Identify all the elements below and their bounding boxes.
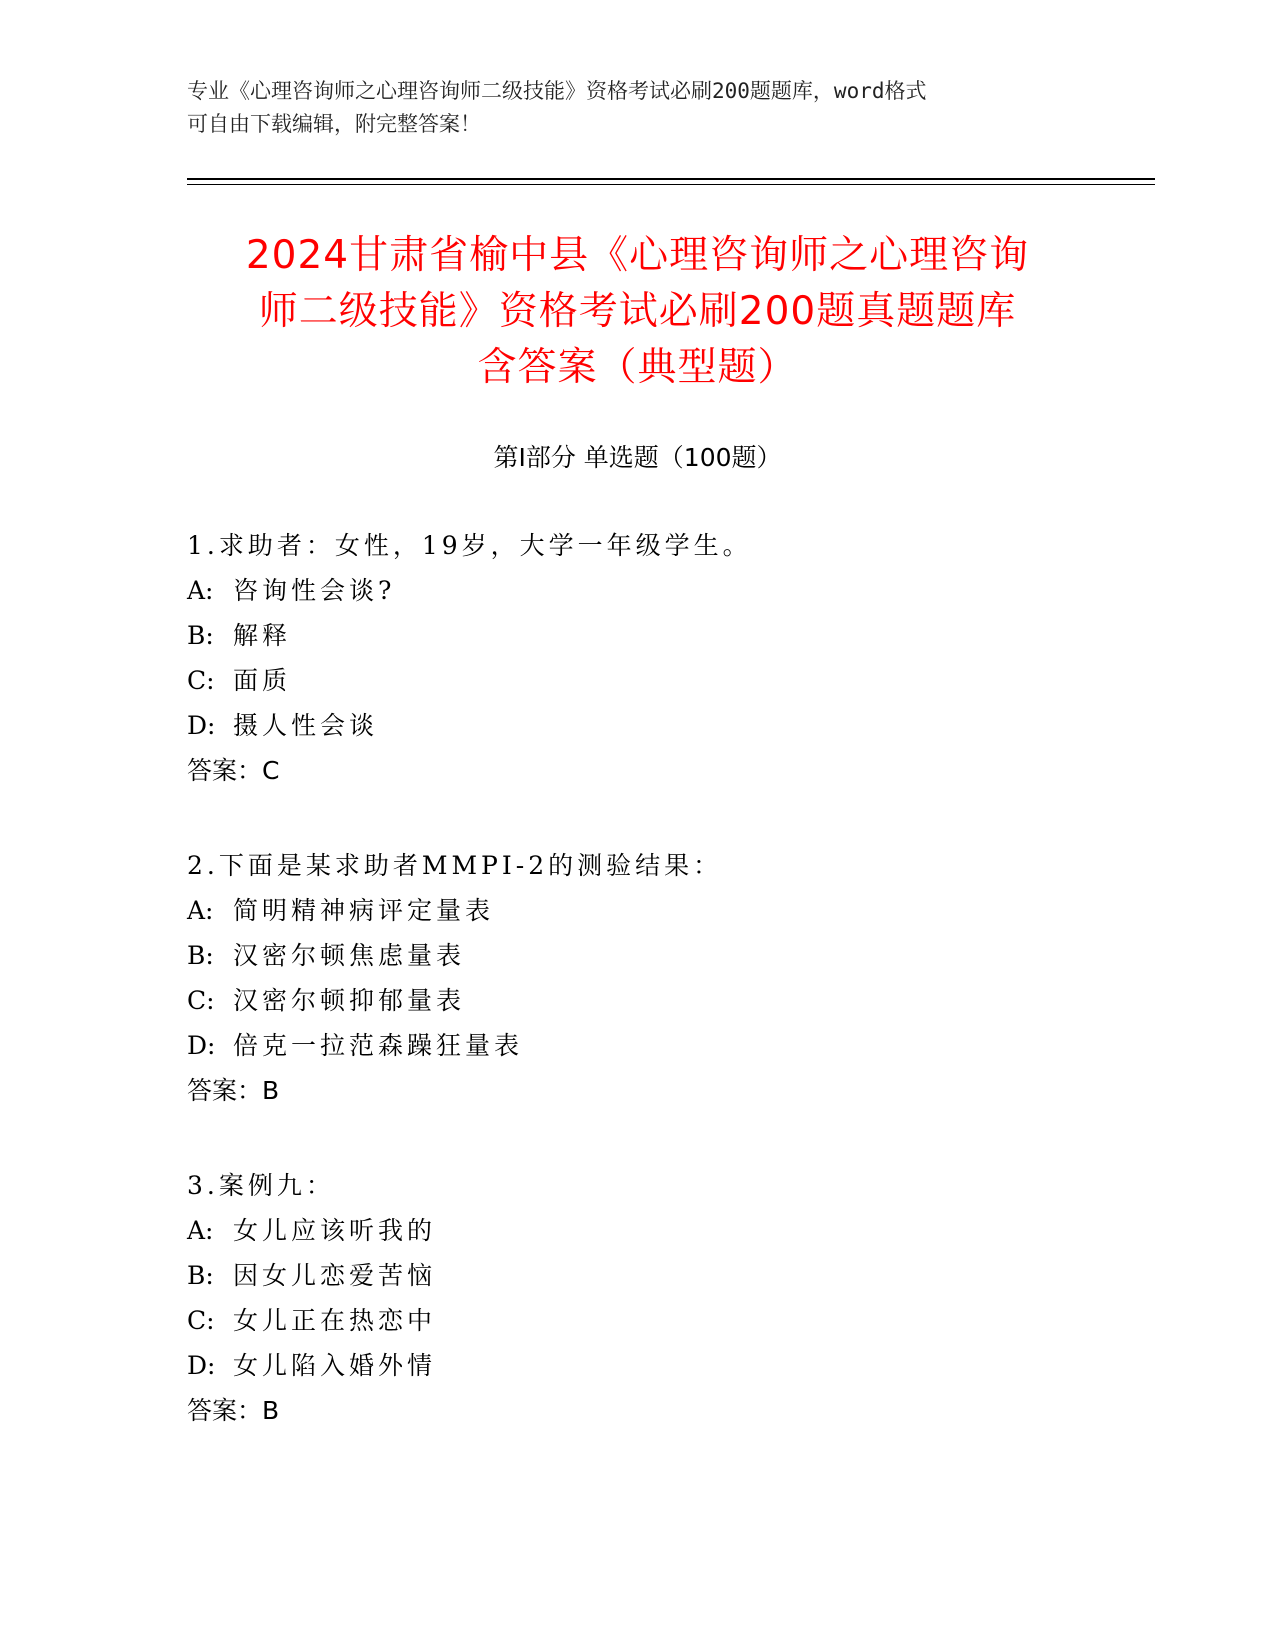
option-key: A: <box>187 896 214 925</box>
header-note-line-1: 专业《心理咨询师之心理咨询师二级技能》资格考试必刷200题题库，word格式 <box>187 79 927 103</box>
option-text: 汉密尔顿焦虑量表 <box>233 941 466 970</box>
option-a <box>187 568 1087 613</box>
option-c <box>187 1298 1087 1343</box>
header-note-line-2: 可自由下载编辑，附完整答案！ <box>187 112 481 136</box>
question-1 <box>187 523 1087 793</box>
answer-line: 答案：B <box>187 1396 280 1425</box>
document-title-line-2: 师二级技能》资格考试必刷200题真题题库 <box>258 289 1017 334</box>
option-text: 面质 <box>233 666 292 695</box>
question-3 <box>187 1163 1087 1433</box>
option-c <box>187 658 1087 703</box>
option-text: 咨询性会谈? <box>233 576 396 605</box>
option-key: D: <box>187 1351 216 1380</box>
option-a <box>187 1208 1087 1253</box>
question-2 <box>187 843 1087 1113</box>
option-text: 女儿陷入婚外情 <box>233 1351 437 1380</box>
option-a <box>187 888 1087 933</box>
question-stem: 1.求助者：女性，19岁，大学一年级学生。 <box>187 531 752 560</box>
option-text: 因女儿恋爱苦恼 <box>233 1261 437 1290</box>
answer-line: 答案：B <box>187 1076 280 1105</box>
question-stem: 2.下面是某求助者MMPI-2的测验结果： <box>187 851 723 880</box>
option-key: A: <box>187 1216 214 1245</box>
header-note <box>187 75 1087 141</box>
option-key: A: <box>187 576 214 605</box>
option-text: 简明精神病评定量表 <box>233 896 495 925</box>
option-text: 解释 <box>233 621 292 650</box>
option-key: C: <box>187 1306 215 1335</box>
option-text: 女儿正在热恋中 <box>233 1306 437 1335</box>
header-divider-thin <box>187 184 1155 185</box>
option-b <box>187 613 1087 658</box>
option-key: B: <box>187 941 214 970</box>
option-text: 汉密尔顿抑郁量表 <box>233 986 466 1015</box>
answer-line: 答案：C <box>187 756 280 785</box>
option-key: C: <box>187 986 215 1015</box>
option-b <box>187 933 1087 978</box>
option-key: D: <box>187 1031 216 1060</box>
option-d <box>187 1023 1087 1068</box>
document-title-line-3: 含答案（典型题） <box>477 345 798 390</box>
option-c <box>187 978 1087 1023</box>
section-title: 第Ⅰ部分 单选题（100题） <box>493 443 782 472</box>
question-stem: 3.案例九： <box>187 1171 335 1200</box>
header-divider-thick <box>187 178 1155 180</box>
option-key: C: <box>187 666 215 695</box>
document-title <box>175 228 1100 396</box>
option-key: B: <box>187 1261 214 1290</box>
option-key: B: <box>187 621 214 650</box>
option-b <box>187 1253 1087 1298</box>
document-title-line-1: 2024甘肃省榆中县《心理咨询师之心理咨询 <box>245 233 1030 278</box>
option-text: 倍克一拉范森躁狂量表 <box>233 1031 524 1060</box>
option-text: 摄人性会谈 <box>233 711 379 740</box>
option-d <box>187 703 1087 748</box>
option-d <box>187 1343 1087 1388</box>
option-key: D: <box>187 711 216 740</box>
option-text: 女儿应该听我的 <box>233 1216 437 1245</box>
